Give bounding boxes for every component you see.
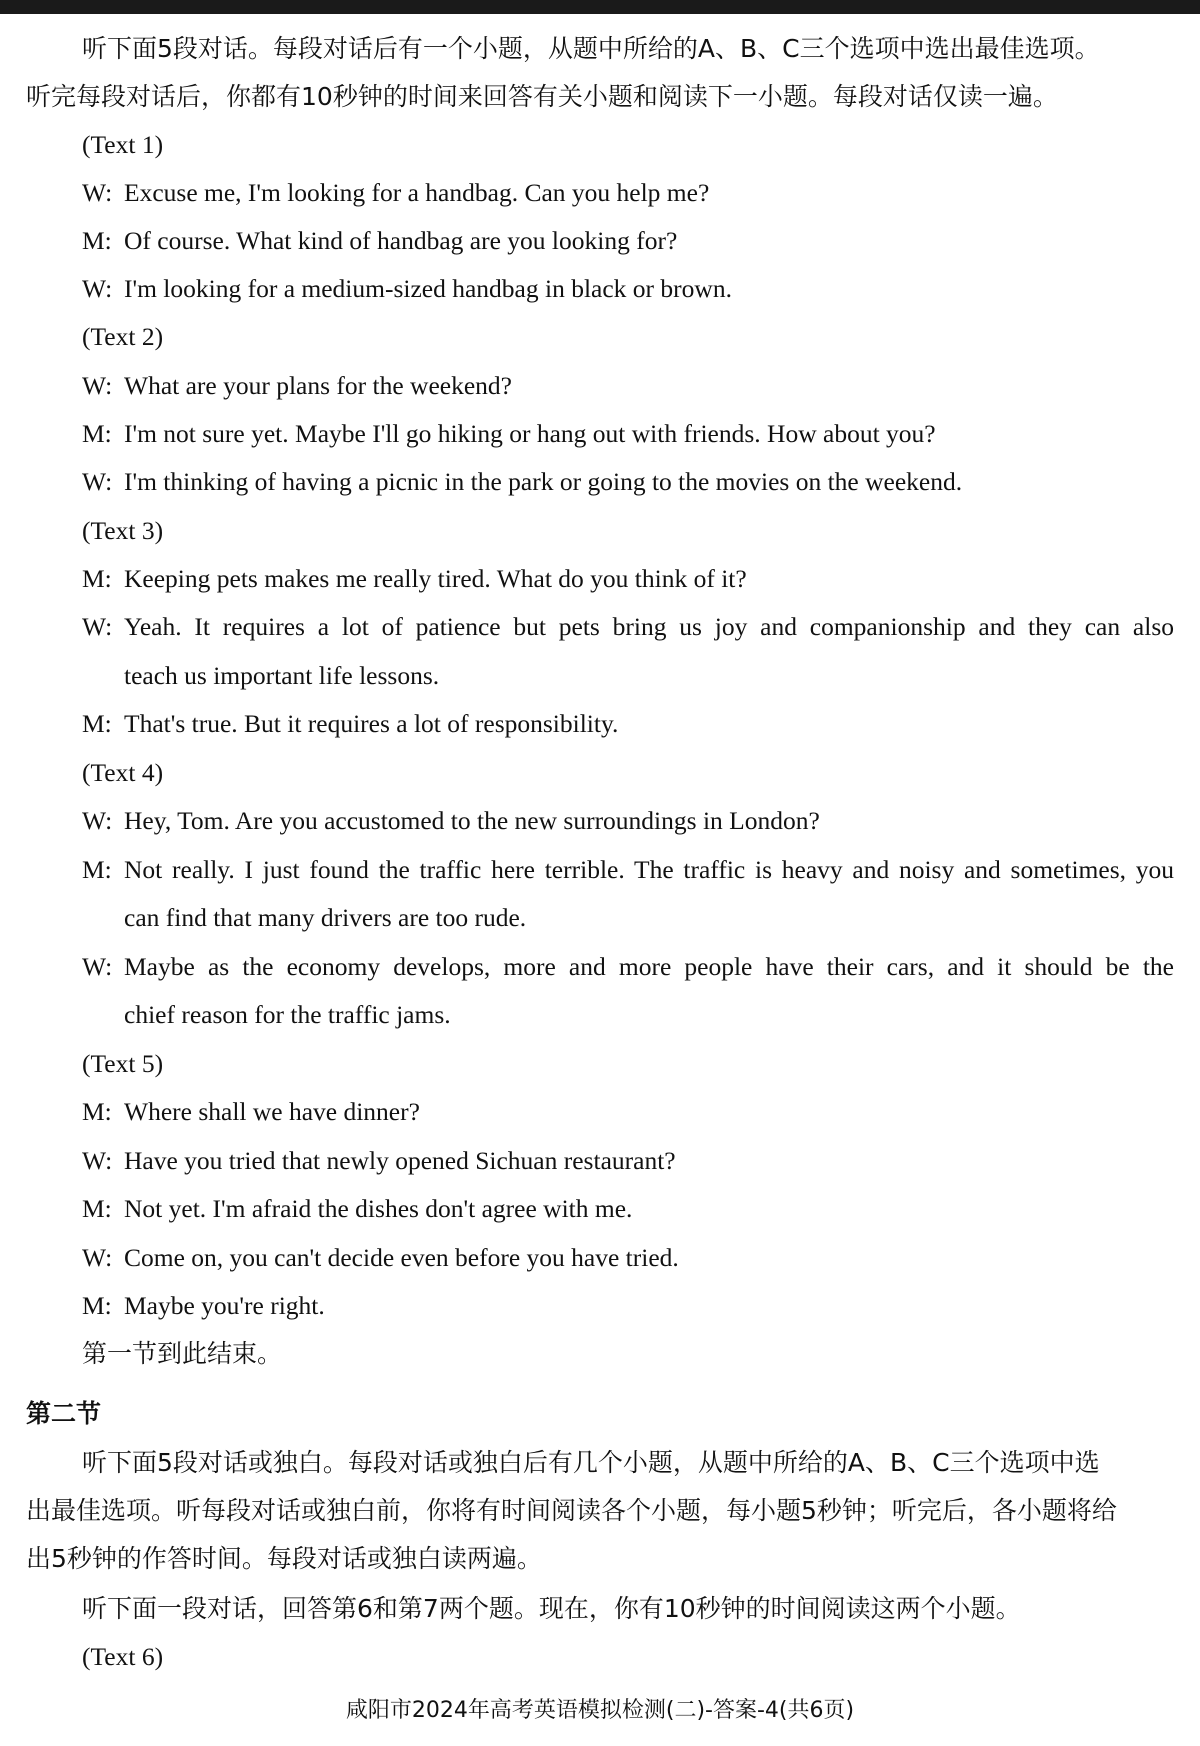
dialogue-text: I'm not sure yet. Maybe I'll go hiking or hang out with friends. How about you? bbox=[124, 419, 936, 448]
speaker-label: M: bbox=[82, 419, 112, 448]
speaker-label: M: bbox=[82, 709, 112, 738]
text4-line-m1 bbox=[82, 853, 124, 887]
speaker-label: M: bbox=[82, 564, 112, 593]
text2-line-w2 bbox=[82, 465, 962, 499]
text1-line-m1 bbox=[82, 224, 677, 258]
dialogue-text: Maybe you're right. bbox=[124, 1291, 325, 1320]
intro-line-2: 听完每段对话后，你都有10秒钟的时间来回答有关小题和阅读下一小题。每段对话仅读一遍。 bbox=[26, 82, 1058, 111]
answer-page bbox=[0, 14, 1200, 1746]
dialogue-text: I'm looking for a medium-sized handbag in black or brown. bbox=[124, 274, 732, 303]
speaker-label: M: bbox=[82, 1194, 112, 1223]
top-border bbox=[0, 0, 1200, 14]
section2-instruction: 听下面一段对话，回答第6和第7两个题。现在，你有10秒钟的时间阅读这两个小题。 bbox=[82, 1594, 1021, 1623]
dialogue-continuation: teach us important life lessons. bbox=[124, 661, 440, 690]
text5-line-w1 bbox=[82, 1144, 676, 1178]
text1-line-w1 bbox=[82, 176, 709, 210]
section1-end-note: 第一节到此结束。 bbox=[82, 1339, 283, 1368]
text1-heading: (Text 1) bbox=[82, 130, 164, 159]
text2-line-w1 bbox=[82, 369, 512, 403]
dialogue-text: Keeping pets makes me really tired. What do you think of it? bbox=[124, 564, 747, 593]
speaker-label: W: bbox=[82, 1243, 113, 1272]
section2-intro-line-3: 出5秒钟的作答时间。每段对话或独白读两遍。 bbox=[26, 1544, 542, 1573]
dialogue-text: Of course. What kind of handbag are you looking for? bbox=[124, 226, 678, 255]
dialogue-continuation: chief reason for the traffic jams. bbox=[124, 1000, 451, 1029]
intro-line-1: 听下面5段对话。每段对话后有一个小题，从题中所给的A、B、C三个选项中选出最佳选项。 bbox=[82, 34, 1100, 63]
dialogue-text: Come on, you can't decide even before you have tried. bbox=[124, 1243, 679, 1272]
text4-heading: (Text 4) bbox=[82, 758, 164, 787]
dialogue-text: Where shall we have dinner? bbox=[124, 1097, 420, 1126]
text3-heading: (Text 3) bbox=[82, 516, 164, 545]
speaker-label: W: bbox=[82, 467, 113, 496]
dialogue-text: Hey, Tom. Are you accustomed to the new surroundings in London? bbox=[124, 806, 820, 835]
speaker-label: W: bbox=[82, 274, 113, 303]
text4-line-w2 bbox=[82, 950, 124, 984]
section2-intro-line-1: 听下面5段对话或独白。每段对话或独白后有几个小题，从题中所给的A、B、C三个选项中选 bbox=[82, 1448, 1100, 1477]
speaker-label: M: bbox=[82, 226, 112, 255]
speaker-label: W: bbox=[82, 1146, 113, 1175]
text5-line-m2 bbox=[82, 1192, 632, 1226]
speaker-label: W: bbox=[82, 952, 113, 981]
dialogue-text: I'm thinking of having a picnic in the park or going to the movies on the weekend. bbox=[124, 467, 963, 496]
text3-line-w1 bbox=[82, 610, 124, 644]
dialogue-text: Yeah. It requires a lot of patience but pets bring us joy and companionship and they can also bbox=[124, 612, 1174, 641]
text6-heading: (Text 6) bbox=[82, 1642, 164, 1671]
text5-heading: (Text 5) bbox=[82, 1049, 164, 1078]
speaker-label: W: bbox=[82, 612, 113, 641]
text3-line-m2 bbox=[82, 707, 618, 741]
text5-line-m3 bbox=[82, 1289, 325, 1323]
text3-line-m1 bbox=[82, 562, 747, 596]
dialogue-text: Excuse me, I'm looking for a handbag. Can you help me? bbox=[124, 178, 710, 207]
section2-intro-line-2: 出最佳选项。听每段对话或独白前，你将有时间阅读各个小题，每小题5秒钟；听完后，各小题将给 bbox=[26, 1496, 1117, 1525]
section2-title: 第二节 bbox=[26, 1399, 102, 1428]
page-footer: 咸阳市2024年高考英语模拟检测(二)-答案-4(共6页) bbox=[345, 1698, 855, 1723]
speaker-label: M: bbox=[82, 1291, 112, 1320]
dialogue-text: Not yet. I'm afraid the dishes don't agree with me. bbox=[124, 1194, 633, 1223]
speaker-label: W: bbox=[82, 178, 113, 207]
text1-line-w2 bbox=[82, 272, 732, 306]
dialogue-text: That's true. But it requires a lot of responsibility. bbox=[124, 709, 619, 738]
speaker-label: W: bbox=[82, 371, 113, 400]
dialogue-text: Maybe as the economy develops, more and more people have their cars, and it should be the bbox=[124, 952, 1174, 981]
dialogue-continuation: can find that many drivers are too rude. bbox=[124, 903, 527, 932]
text2-line-m1 bbox=[82, 417, 936, 451]
dialogue-text: Have you tried that newly opened Sichuan restaurant? bbox=[124, 1146, 676, 1175]
text5-line-m1 bbox=[82, 1095, 420, 1129]
text5-line-w2 bbox=[82, 1241, 679, 1275]
speaker-label: M: bbox=[82, 855, 112, 884]
text4-line-w1 bbox=[82, 804, 820, 838]
dialogue-text: Not really. I just found the traffic here terrible. The traffic is heavy and noisy and sometimes, you bbox=[124, 855, 1174, 884]
text2-heading: (Text 2) bbox=[82, 322, 164, 351]
speaker-label: W: bbox=[82, 806, 113, 835]
dialogue-text: What are your plans for the weekend? bbox=[124, 371, 512, 400]
speaker-label: M: bbox=[82, 1097, 112, 1126]
